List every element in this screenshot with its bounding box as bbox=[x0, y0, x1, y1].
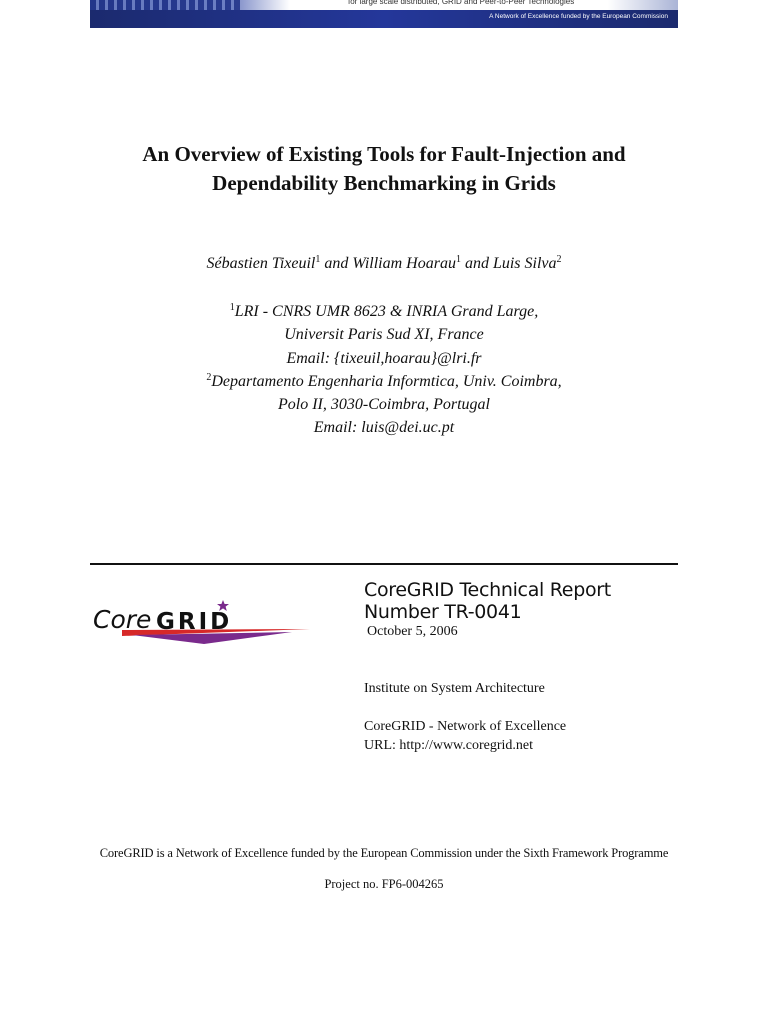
affiliation-marker: 2 bbox=[556, 254, 562, 265]
author-name: and William Hoarau bbox=[320, 255, 456, 272]
author-list bbox=[90, 253, 678, 275]
affiliation-2-institution: Departamento Engenharia Informtica, Univ. Coimbra, bbox=[211, 372, 562, 390]
affiliation-1-line bbox=[90, 300, 678, 323]
report-series: CoreGRID Technical Report bbox=[364, 579, 611, 601]
network-url: URL: http://www.coregrid.net bbox=[364, 738, 534, 753]
banner-logo-image bbox=[90, 0, 240, 10]
header-banner bbox=[90, 0, 678, 28]
affiliation-marker: 1 bbox=[315, 254, 321, 265]
author-name: and Luis Silva bbox=[460, 255, 557, 272]
affiliation-1-institution: LRI - CNRS UMR 8623 & INRIA Grand Large, bbox=[234, 303, 539, 320]
affiliation-2-address: Polo II, 3030-Coimbra, Portugal bbox=[278, 396, 490, 414]
logo-text-grid: GRID bbox=[156, 609, 233, 635]
affiliation-2-email: Email: luis@dei.uc.pt bbox=[313, 419, 455, 437]
affiliation-2-line bbox=[90, 370, 678, 393]
paper-title bbox=[90, 140, 678, 198]
title-line-1: An Overview of Existing Tools for Fault-Injection and bbox=[142, 142, 626, 166]
logo-text-core: Core bbox=[93, 605, 152, 634]
author-name: Sébastien Tixeuil bbox=[206, 255, 316, 272]
banner-tagline: for large scale distributed, GRID and Peer-to-Peer Technologies bbox=[348, 0, 575, 6]
project-number: Project no. FP6-004265 bbox=[324, 877, 444, 891]
affiliation-marker: 1 bbox=[455, 254, 461, 265]
horizontal-rule bbox=[90, 563, 678, 565]
title-line-2: Dependability Benchmarking in Grids bbox=[212, 171, 556, 195]
affiliation-1-address: Universit Paris Sud XI, France bbox=[284, 326, 484, 344]
banner-eu-note: A Network of Excellence funded by the European Commission bbox=[489, 13, 668, 20]
affiliations bbox=[90, 300, 678, 440]
affiliation-1-email: Email: {tixeuil,hoarau}@lri.fr bbox=[286, 349, 482, 367]
report-number: Number TR-0041 bbox=[364, 601, 522, 623]
network-name: CoreGRID - Network of Excellence bbox=[364, 719, 567, 734]
report-heading bbox=[364, 579, 611, 623]
coregrid-logo bbox=[92, 598, 312, 648]
institute-name: Institute on System Architecture bbox=[364, 681, 545, 696]
funding-statement: CoreGRID is a Network of Excellence funded by the European Commission under the Sixth Framework Programme bbox=[99, 846, 669, 860]
affiliation-marker: 1 bbox=[229, 302, 235, 313]
affiliation-marker: 2 bbox=[206, 371, 212, 383]
network-info bbox=[364, 717, 566, 755]
report-date: October 5, 2006 bbox=[367, 624, 458, 639]
